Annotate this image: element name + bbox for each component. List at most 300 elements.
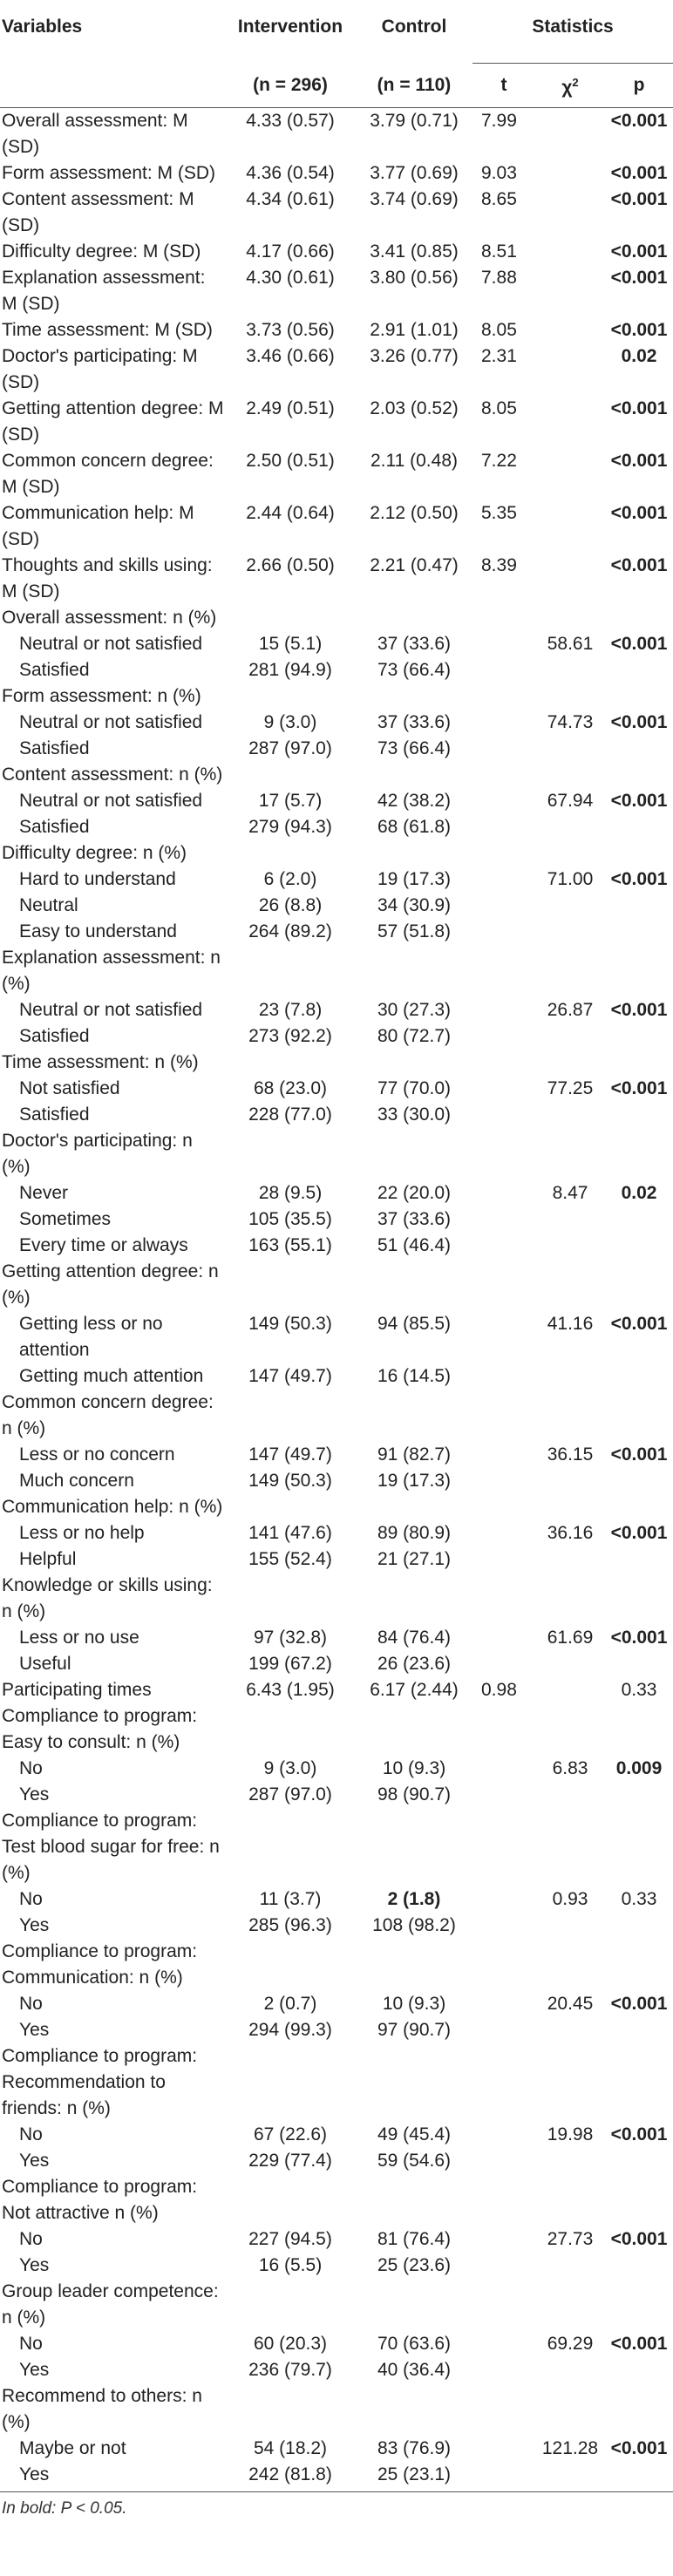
cell-t xyxy=(472,2017,535,2043)
cell-chi-square: 6.83 xyxy=(552,1758,588,1778)
cell-chi-square xyxy=(535,1703,605,1756)
cell-t xyxy=(472,1913,535,1939)
row-label: Compliance to program: Recommendation to friends: n (%) xyxy=(2,2046,198,2118)
cell-control: 2 (1.8) xyxy=(387,1889,441,1909)
cell-intervention: 3.46 (0.66) xyxy=(246,346,335,366)
cell-control: 3.77 (0.69) xyxy=(370,163,459,183)
row-label: Form assessment: M (SD) xyxy=(2,163,216,183)
table-row xyxy=(0,945,673,997)
cell-p: <0.001 xyxy=(610,634,668,654)
cell-t xyxy=(472,893,535,919)
cell-chi-square xyxy=(535,1913,605,1939)
cell-t xyxy=(472,1390,535,1442)
cell-chi-square xyxy=(535,343,605,396)
cell-chi-square xyxy=(535,1363,605,1390)
cell-p: <0.001 xyxy=(610,1314,668,1334)
cell-chi-square: 58.61 xyxy=(547,634,594,654)
cell-p xyxy=(605,1390,673,1442)
row-label: Yes xyxy=(19,2360,50,2380)
chi-superscript: 2 xyxy=(572,76,579,89)
cell-chi-square xyxy=(535,1233,605,1259)
cell-intervention: 16 (5.5) xyxy=(258,2255,323,2275)
table-row xyxy=(0,1651,673,1677)
row-label: Getting attention degree: n (%) xyxy=(2,1261,219,1308)
cell-p: <0.001 xyxy=(610,2334,668,2354)
cell-intervention: 273 (92.2) xyxy=(248,1026,332,1046)
row-label: Communication help: n (%) xyxy=(2,1497,223,1517)
cell-control: 26 (23.6) xyxy=(377,1654,452,1674)
cell-control: 49 (45.4) xyxy=(377,2124,452,2144)
row-label: Common concern degree: n (%) xyxy=(2,1392,214,1438)
table-row xyxy=(0,762,673,788)
cell-chi-square xyxy=(535,1494,605,1520)
cell-p: <0.001 xyxy=(610,1628,668,1648)
cell-intervention: 264 (89.2) xyxy=(248,921,332,941)
row-label: No xyxy=(19,1994,43,2014)
cell-t xyxy=(472,2331,535,2357)
cell-p xyxy=(605,657,673,683)
cell-control: 70 (63.6) xyxy=(377,2334,452,2354)
cell-control: 94 (85.5) xyxy=(377,1314,452,1334)
row-label: Explanation assessment: M (SD) xyxy=(2,268,206,314)
row-label: Yes xyxy=(19,1784,50,1805)
table-row xyxy=(0,2226,673,2253)
row-label: Yes xyxy=(0,2462,225,2492)
cell-t xyxy=(472,1546,535,1573)
cell-intervention: 26 (8.8) xyxy=(258,895,323,915)
cell-intervention xyxy=(225,1939,356,1991)
cell-chi-square xyxy=(535,553,605,605)
row-label: Neutral or not satisfied xyxy=(19,712,203,732)
cell-intervention: 147 (49.7) xyxy=(248,1366,332,1386)
row-label: Yes xyxy=(19,2151,50,2171)
row-label: Satisfied xyxy=(19,1026,90,1046)
row-label: Overall assessment: M (SD) xyxy=(2,111,188,157)
cell-t xyxy=(472,2148,535,2174)
cell-t xyxy=(472,2174,535,2226)
row-label: Hard to understand xyxy=(19,869,176,889)
cell-chi-square xyxy=(535,187,605,239)
cell-chi-square xyxy=(535,2357,605,2383)
cell-p xyxy=(605,683,673,710)
cell-chi-square xyxy=(535,1939,605,1991)
cell-t xyxy=(472,919,535,945)
cell-p xyxy=(605,1939,673,1991)
table-row xyxy=(0,1390,673,1442)
cell-control: 57 (51.8) xyxy=(377,921,452,941)
table-row xyxy=(0,239,673,265)
table-row xyxy=(0,605,673,631)
cell-control: 37 (33.6) xyxy=(377,634,452,654)
cell-p: 0.009 xyxy=(615,1758,663,1778)
cell-control: 81 (76.4) xyxy=(377,2229,452,2249)
cell-control xyxy=(356,1939,472,1991)
table-row xyxy=(0,1233,673,1259)
cell-p: 0.02 xyxy=(621,1183,657,1203)
row-label: Less or no help xyxy=(19,1523,145,1543)
cell-p: <0.001 xyxy=(610,451,668,471)
table-row xyxy=(0,1886,673,1913)
header-control: Control xyxy=(381,17,447,37)
cell-control: 16 (14.5) xyxy=(377,1366,452,1386)
cell-t xyxy=(472,1050,535,1076)
cell-p: <0.001 xyxy=(610,163,668,183)
cell-intervention: 68 (23.0) xyxy=(253,1078,328,1098)
cell-intervention: 281 (94.9) xyxy=(248,660,332,680)
cell-control: 3.41 (0.85) xyxy=(370,241,459,262)
row-label: Form assessment: n (%) xyxy=(2,686,201,706)
cell-control xyxy=(356,1128,472,1180)
table-row xyxy=(0,343,673,396)
table-row xyxy=(0,2043,673,2122)
row-label: No xyxy=(19,1889,43,1909)
row-label: Difficulty degree: M (SD) xyxy=(2,241,201,262)
row-label: Yes xyxy=(19,1915,50,1935)
cell-t: 7.22 xyxy=(481,451,517,471)
cell-t xyxy=(472,1651,535,1677)
table-row xyxy=(0,1573,673,1625)
cell-p xyxy=(605,1703,673,1756)
row-label: Getting much attention xyxy=(19,1366,204,1386)
cell-chi-square: 20.45 xyxy=(547,1994,594,2014)
cell-p: <0.001 xyxy=(610,1444,668,1465)
header-p: p xyxy=(605,64,673,108)
cell-t xyxy=(472,1468,535,1494)
cell-t: 5.35 xyxy=(481,503,517,523)
row-label: Difficulty degree: n (%) xyxy=(2,843,187,863)
table-row xyxy=(0,1677,673,1703)
cell-intervention xyxy=(225,2279,356,2331)
row-label: Less or no concern xyxy=(19,1444,175,1465)
footnote: In bold: P < 0.05. xyxy=(2,2499,127,2518)
cell-intervention: 149 (50.3) xyxy=(248,1471,332,1491)
cell-intervention: 141 (47.6) xyxy=(248,1523,332,1543)
row-label: Neutral or not satisfied xyxy=(19,1000,203,1020)
table-row xyxy=(0,2279,673,2331)
row-label: Neutral xyxy=(19,895,78,915)
cell-intervention: 227 (94.5) xyxy=(248,2229,332,2249)
cell-control xyxy=(356,605,472,631)
cell-t xyxy=(472,762,535,788)
row-label: Overall assessment: n (%) xyxy=(2,608,217,628)
cell-p xyxy=(605,1468,673,1494)
cell-control: 40 (36.4) xyxy=(377,2360,452,2380)
cell-chi-square xyxy=(535,2043,605,2122)
table-row xyxy=(0,867,673,893)
chi-symbol: χ xyxy=(561,78,573,98)
cell-control: 97 (90.7) xyxy=(377,2020,452,2040)
row-label: Compliance to program: Test blood sugar for free: n (%) xyxy=(2,1811,220,1883)
cell-chi-square xyxy=(535,160,605,187)
cell-chi-square xyxy=(535,1023,605,1050)
cell-p xyxy=(605,2148,673,2174)
cell-control: 2.11 (0.48) xyxy=(370,451,458,471)
cell-t: 7.88 xyxy=(481,268,517,288)
row-label: Sometimes xyxy=(19,1209,112,1229)
cell-p: <0.001 xyxy=(610,1078,668,1098)
header-variables: Variables xyxy=(2,17,83,37)
table-row xyxy=(0,788,673,814)
table-row xyxy=(0,1311,673,1363)
cell-intervention xyxy=(225,1703,356,1756)
cell-control xyxy=(356,840,472,867)
cell-control: 25 (23.1) xyxy=(356,2462,472,2492)
cell-control: 25 (23.6) xyxy=(377,2255,452,2275)
cell-p xyxy=(605,919,673,945)
cell-t: 9.03 xyxy=(481,163,517,183)
row-label: Satisfied xyxy=(19,738,90,758)
cell-control xyxy=(356,2279,472,2331)
cell-t xyxy=(472,1991,535,2017)
cell-chi-square: 0.93 xyxy=(552,1889,588,1909)
row-label: Every time or always xyxy=(19,1235,188,1255)
cell-p xyxy=(605,1363,673,1390)
row-label: Helpful xyxy=(19,1549,77,1569)
cell-control xyxy=(356,1808,472,1886)
cell-intervention: 9 (3.0) xyxy=(263,712,317,732)
cell-intervention: 6 (2.0) xyxy=(263,869,317,889)
row-label: Not satisfied xyxy=(19,1078,120,1098)
cell-chi-square xyxy=(535,1390,605,1442)
row-label: Satisfied xyxy=(19,660,90,680)
cell-chi-square xyxy=(535,1782,605,1808)
cell-t xyxy=(472,2279,535,2331)
cell-control xyxy=(356,1259,472,1311)
cell-control: 84 (76.4) xyxy=(377,1628,452,1648)
cell-intervention: 6.43 (1.95) xyxy=(246,1680,335,1700)
table-row xyxy=(0,160,673,187)
cell-control: 68 (61.8) xyxy=(377,817,452,837)
cell-intervention xyxy=(225,1494,356,1520)
cell-p xyxy=(605,736,673,762)
cell-t xyxy=(472,1102,535,1128)
cell-t xyxy=(472,840,535,867)
cell-t xyxy=(472,657,535,683)
cell-control: 59 (54.6) xyxy=(377,2151,452,2171)
cell-intervention: 285 (96.3) xyxy=(248,1915,332,1935)
cell-chi-square xyxy=(535,2383,605,2436)
cell-t xyxy=(472,1128,535,1180)
cell-p: 0.02 xyxy=(621,346,657,366)
table-row xyxy=(0,1546,673,1573)
cell-chi-square xyxy=(535,239,605,265)
cell-control xyxy=(356,1390,472,1442)
table-row xyxy=(0,265,673,317)
row-label: Communication help: M (SD) xyxy=(2,503,194,549)
row-label: Getting less or no attention xyxy=(19,1314,163,1360)
cell-intervention: 287 (97.0) xyxy=(248,738,332,758)
cell-chi-square: 121.28 xyxy=(541,2438,599,2458)
cell-chi-square: 71.00 xyxy=(547,869,594,889)
cell-control: 19 (17.3) xyxy=(377,1471,452,1491)
cell-intervention: 2 (0.7) xyxy=(263,1994,317,2014)
cell-p xyxy=(605,945,673,997)
cell-control: 3.80 (0.56) xyxy=(370,268,459,288)
cell-intervention: 147 (49.7) xyxy=(248,1444,332,1465)
row-label: Getting attention degree: M (SD) xyxy=(2,398,224,445)
cell-chi-square: 26.87 xyxy=(547,1000,594,1020)
cell-p xyxy=(605,1259,673,1311)
cell-control: 30 (27.3) xyxy=(377,1000,452,1020)
cell-t xyxy=(472,683,535,710)
cell-p xyxy=(605,2357,673,2383)
table-row xyxy=(0,1023,673,1050)
row-label: Recommend to others: n (%) xyxy=(2,2386,202,2432)
cell-intervention xyxy=(225,2043,356,2122)
row-label: Easy to understand xyxy=(19,921,177,941)
cell-p: <0.001 xyxy=(610,555,668,575)
cell-p xyxy=(605,2043,673,2122)
table-row xyxy=(0,2148,673,2174)
cell-t: 8.05 xyxy=(481,398,517,418)
row-label: Much concern xyxy=(19,1471,134,1491)
cell-t: 8.65 xyxy=(481,189,517,209)
cell-t xyxy=(472,1311,535,1363)
cell-control: 77 (70.0) xyxy=(377,1078,452,1098)
table-row xyxy=(0,1128,673,1180)
row-label: Content assessment: M (SD) xyxy=(2,189,194,235)
cell-control xyxy=(356,2383,472,2436)
cell-t: 8.05 xyxy=(481,320,517,340)
cell-p xyxy=(605,1233,673,1259)
table-body xyxy=(0,108,673,2492)
cell-intervention: 4.17 (0.66) xyxy=(246,241,335,262)
cell-t xyxy=(472,2357,535,2383)
cell-intervention: 242 (81.8) xyxy=(225,2462,356,2492)
cell-t xyxy=(472,1206,535,1233)
cell-p: <0.001 xyxy=(610,1000,668,1020)
cell-control: 37 (33.6) xyxy=(377,712,452,732)
table-row xyxy=(0,1625,673,1651)
cell-t xyxy=(472,2253,535,2279)
cell-chi-square xyxy=(535,762,605,788)
row-label: Yes xyxy=(19,2255,50,2275)
table-row xyxy=(0,919,673,945)
cell-t: 7.99 xyxy=(481,111,517,131)
cell-t xyxy=(472,2043,535,2122)
table-row xyxy=(0,2436,673,2462)
cell-p: <0.001 xyxy=(610,2229,668,2249)
row-label: Participating times xyxy=(2,1680,152,1700)
table-row xyxy=(0,1050,673,1076)
table-row xyxy=(0,500,673,553)
cell-control: 34 (30.9) xyxy=(377,895,452,915)
cell-intervention xyxy=(225,683,356,710)
cell-control: 73 (66.4) xyxy=(377,738,452,758)
row-label: Time assessment: n (%) xyxy=(2,1052,199,1072)
cell-intervention xyxy=(225,605,356,631)
cell-t xyxy=(472,710,535,736)
row-label: Maybe or not xyxy=(19,2438,126,2458)
header-n-control: (n = 110) xyxy=(356,64,472,108)
cell-p: <0.001 xyxy=(610,320,668,340)
row-label: Satisfied xyxy=(19,1104,90,1125)
table-row xyxy=(0,997,673,1023)
row-label: Group leader competence: n (%) xyxy=(2,2281,219,2328)
cell-t xyxy=(472,1573,535,1625)
cell-chi-square: 74.73 xyxy=(547,712,594,732)
cell-chi-square: 19.98 xyxy=(547,2124,594,2144)
cell-control: 19 (17.3) xyxy=(377,869,452,889)
cell-control: 10 (9.3) xyxy=(382,1758,446,1778)
cell-p xyxy=(605,2462,673,2492)
table-row xyxy=(0,2462,673,2492)
cell-t xyxy=(472,2436,535,2462)
table-row xyxy=(0,1703,673,1756)
cell-control: 73 (66.4) xyxy=(377,660,452,680)
cell-control: 51 (46.4) xyxy=(377,1235,452,1255)
cell-control: 21 (27.1) xyxy=(377,1549,452,1569)
table-row xyxy=(0,1939,673,1991)
cell-chi-square xyxy=(535,1102,605,1128)
cell-chi-square xyxy=(535,2253,605,2279)
cell-t xyxy=(472,605,535,631)
cell-p: <0.001 xyxy=(610,712,668,732)
cell-chi-square: 41.16 xyxy=(547,1314,594,1334)
cell-t xyxy=(472,1782,535,1808)
cell-control xyxy=(356,1703,472,1756)
cell-intervention: 105 (35.5) xyxy=(248,1209,332,1229)
cell-chi-square xyxy=(535,2148,605,2174)
cell-t xyxy=(472,788,535,814)
cell-p xyxy=(605,1546,673,1573)
cell-intervention: 23 (7.8) xyxy=(258,1000,323,1020)
table-row xyxy=(0,2122,673,2148)
cell-p: <0.001 xyxy=(610,111,668,131)
table-row xyxy=(0,1363,673,1390)
cell-control: 2.03 (0.52) xyxy=(370,398,459,418)
header-blank xyxy=(0,64,225,108)
cell-t xyxy=(472,1756,535,1782)
cell-chi-square: 69.29 xyxy=(547,2334,594,2354)
cell-t xyxy=(472,1180,535,1206)
cell-t xyxy=(472,1625,535,1651)
table-row xyxy=(0,840,673,867)
cell-chi-square xyxy=(535,1651,605,1677)
cell-p: <0.001 xyxy=(610,2438,668,2458)
cell-t xyxy=(472,1494,535,1520)
cell-intervention xyxy=(225,1050,356,1076)
cell-chi-square xyxy=(535,945,605,997)
cell-chi-square: 36.15 xyxy=(547,1444,594,1465)
cell-p: <0.001 xyxy=(610,1523,668,1543)
table-row xyxy=(0,1808,673,1886)
table-row xyxy=(0,1259,673,1311)
cell-chi-square xyxy=(535,893,605,919)
cell-chi-square xyxy=(535,1468,605,1494)
cell-p: 0.33 xyxy=(621,1680,657,1700)
cell-t xyxy=(472,814,535,840)
table-row xyxy=(0,1520,673,1546)
cell-intervention xyxy=(225,1390,356,1442)
row-label: No xyxy=(19,2124,43,2144)
table-row xyxy=(0,2253,673,2279)
cell-t xyxy=(472,1808,535,1886)
cell-chi-square xyxy=(535,2462,605,2492)
cell-intervention: 60 (20.3) xyxy=(253,2334,328,2354)
table-row xyxy=(0,448,673,500)
table-row xyxy=(0,2331,673,2357)
cell-chi-square xyxy=(535,1206,605,1233)
cell-p: <0.001 xyxy=(610,398,668,418)
cell-chi-square xyxy=(535,2279,605,2331)
table-row xyxy=(0,108,673,161)
cell-p xyxy=(605,1494,673,1520)
cell-intervention: 67 (22.6) xyxy=(253,2124,328,2144)
cell-intervention: 9 (3.0) xyxy=(263,1758,317,1778)
header-t: t xyxy=(472,64,535,108)
cell-t xyxy=(472,1076,535,1102)
